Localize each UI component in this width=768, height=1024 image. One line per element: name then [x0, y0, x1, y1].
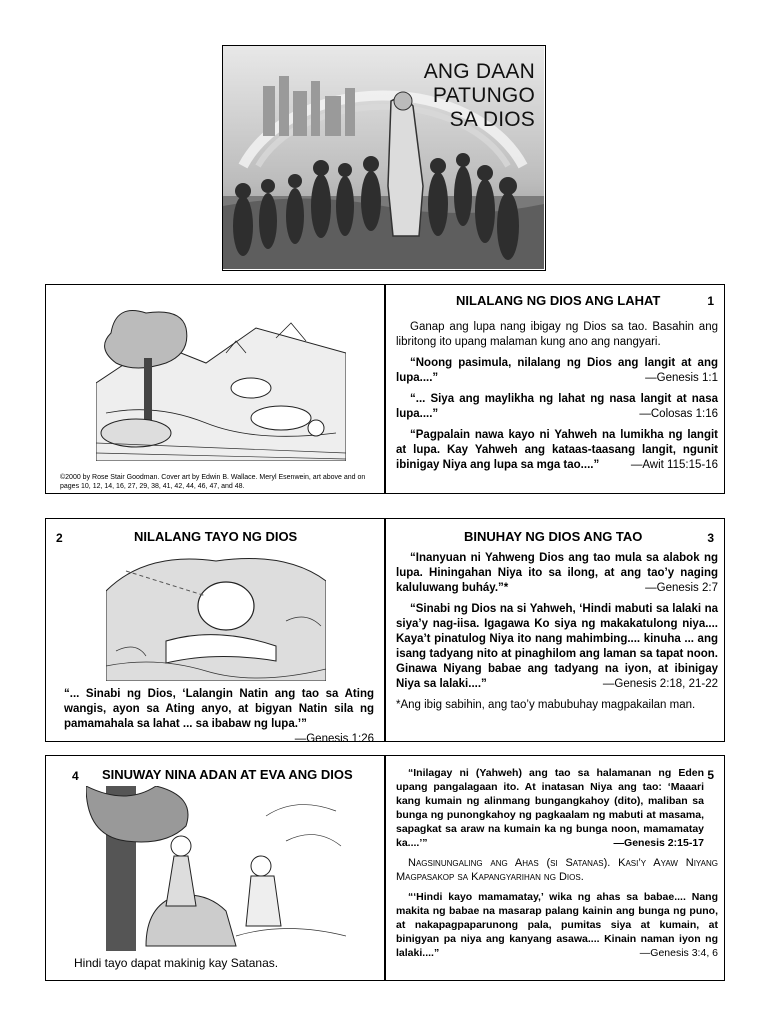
panel3-box [385, 518, 725, 742]
verse-text: “... Siya ang maylikha ng lahat ng nasa langit at nasa lupa....” [396, 393, 718, 420]
verse-text: “... Sinabi ng Dios, ‘Lalangin Natin ang tao sa Ating wangis, ayon sa Ating anyo, at bigyan Natin sila ng pamamahala sa lahat ... sa ibabaw ng lupa.’” [64, 688, 374, 730]
panel3-title: BINUHAY NG DIOS ANG TAO [464, 529, 643, 544]
panel4-number: 4 [72, 769, 79, 783]
verse-ref: —Genesis 1:26 [294, 733, 374, 745]
verse-text: “Inilagay ni (Yahweh) ang tao sa halamanan ng Eden upang pangalagaan ito. At inatasan Niya ang tao: ‘Maaari kang kumain ng alinmang bungangkahoy (dito), maliban sa bunga ng punongkahoy ng pagkaalam ng mabuti at masama, sapagkat sa araw na kumain ka ng bunga noon, mamamatay ka....’” [396, 767, 704, 849]
verse-ref: —Genesis 2:7 [645, 582, 718, 594]
panel1-number: 1 [707, 294, 714, 308]
panel2-title: NILALANG TAYO NG DIOS [134, 529, 298, 544]
verse-text: “Pagpalain nawa kayo ni Yahweh na lumikha ng langit at lupa. Kay Yahweh ang kataas-taasang langit, ngunit ibinigay Niya ang lupa sa mga tao....” [396, 429, 718, 471]
panel2-number: 2 [56, 531, 63, 545]
adam-eve-illustration [86, 786, 346, 951]
panel4-box [45, 755, 385, 981]
verse-text: “Inanyuan ni Yahweng Dios ang tao mula sa alabok ng lupa. Hiningahan Niya ito sa ilong, at ang tao’y naging kaluluwang buháy.”* [396, 552, 718, 594]
panel5-number: 5 [707, 768, 714, 782]
verse-ref: —Genesis 2:18, 21-22 [602, 678, 718, 690]
cover-title [424, 60, 535, 132]
panel1-intro: Ganap ang lupa nang ibigay ng Dios sa tao. Basahin ang libritong ito upang malaman kung ano ang nangyari. [396, 321, 718, 348]
panel1-text-box [385, 284, 725, 494]
panel4-title: SINUWAY NINA ADAN AT EVA ANG DIOS [102, 767, 353, 782]
credit-text: ©2000 by Rose Stair Goodman. Cover art by Edwin B. Wallace. Meryl Esenwein, art above and on pages 10, 12, 14, 16, 27, 29, 38, 41, 42, 44, 46, 47, and 48. [60, 474, 366, 490]
verse [396, 766, 704, 850]
panel1-title: NILALANG NG DIOS ANG LAHAT [456, 293, 661, 308]
cover-title-line: PATUNGO [432, 84, 535, 107]
panel5-heading: Nagsinungaling ang Ahas (si Satanas). Kasi’y Ayaw Niyang Magpasakop sa Kapangyarihan ng Dios. [396, 857, 718, 883]
panel5-box [385, 755, 725, 981]
panel1-illustration-box [45, 284, 385, 494]
verse [396, 890, 718, 960]
verse [396, 428, 718, 473]
panel3-body [396, 551, 718, 719]
creation-illustration [96, 293, 346, 461]
cover-panel [222, 45, 546, 271]
panel1-body [396, 320, 718, 479]
panel3-footnote: *Ang ibig sabihin, ang tao’y mabubuhay magpakailan man. [396, 699, 696, 711]
verse-ref: —Awit 115:15-16 [630, 459, 718, 471]
cover-title-line: SA DIOS [449, 108, 535, 131]
verse-text: “Sinabi ng Dios na si Yahweh, ‘Hindi mabuti sa lalaki na siya’y nag-iisa. Igagawa Ko siya ng makakatulong niya.... Kaya’t pinatulog Niya ito nang mahimbing.... kinuha ... ang isang tadyang nito at pinaghilom ang laman sa tapat noon. Ginawa Niyang babae ang tadyang na iyon, at ibinigay Niya sa lalaki....” [396, 603, 718, 690]
panel2-verse [64, 687, 374, 747]
verse [396, 392, 718, 422]
verse-ref: —Colosas 1:16 [639, 408, 718, 420]
verse-ref: —Genesis 2:15-17 [613, 837, 704, 849]
panel5-body [396, 766, 718, 966]
panel3-number: 3 [707, 531, 714, 545]
verse [396, 602, 718, 692]
verse [396, 551, 718, 596]
verse-ref: —Genesis 3:4, 6 [639, 947, 718, 959]
verse-ref: —Genesis 1:1 [645, 372, 718, 384]
cover-title-line: ANG DAAN [423, 60, 535, 83]
verse-text: “‘Hindi kayo mamamatay,’ wika ng ahas sa babae.... Nang makita ng babae na masarap palang kainin ang bunga ng puno, at nakapagpaparunong pala, pumitas siya at kumain, at binigyan pa niya ang kanyang asawa.... Kinain naman iyon ng lalaki....” [396, 891, 718, 959]
verse-text: “Noong pasimula, nilalang ng Dios ang langit at ang lupa....” [396, 357, 718, 384]
adam-illustration [106, 551, 326, 681]
panel4-caption: Hindi tayo dapat makinig kay Satanas. [74, 956, 279, 970]
verse [396, 356, 718, 386]
panel2-box [45, 518, 385, 745]
